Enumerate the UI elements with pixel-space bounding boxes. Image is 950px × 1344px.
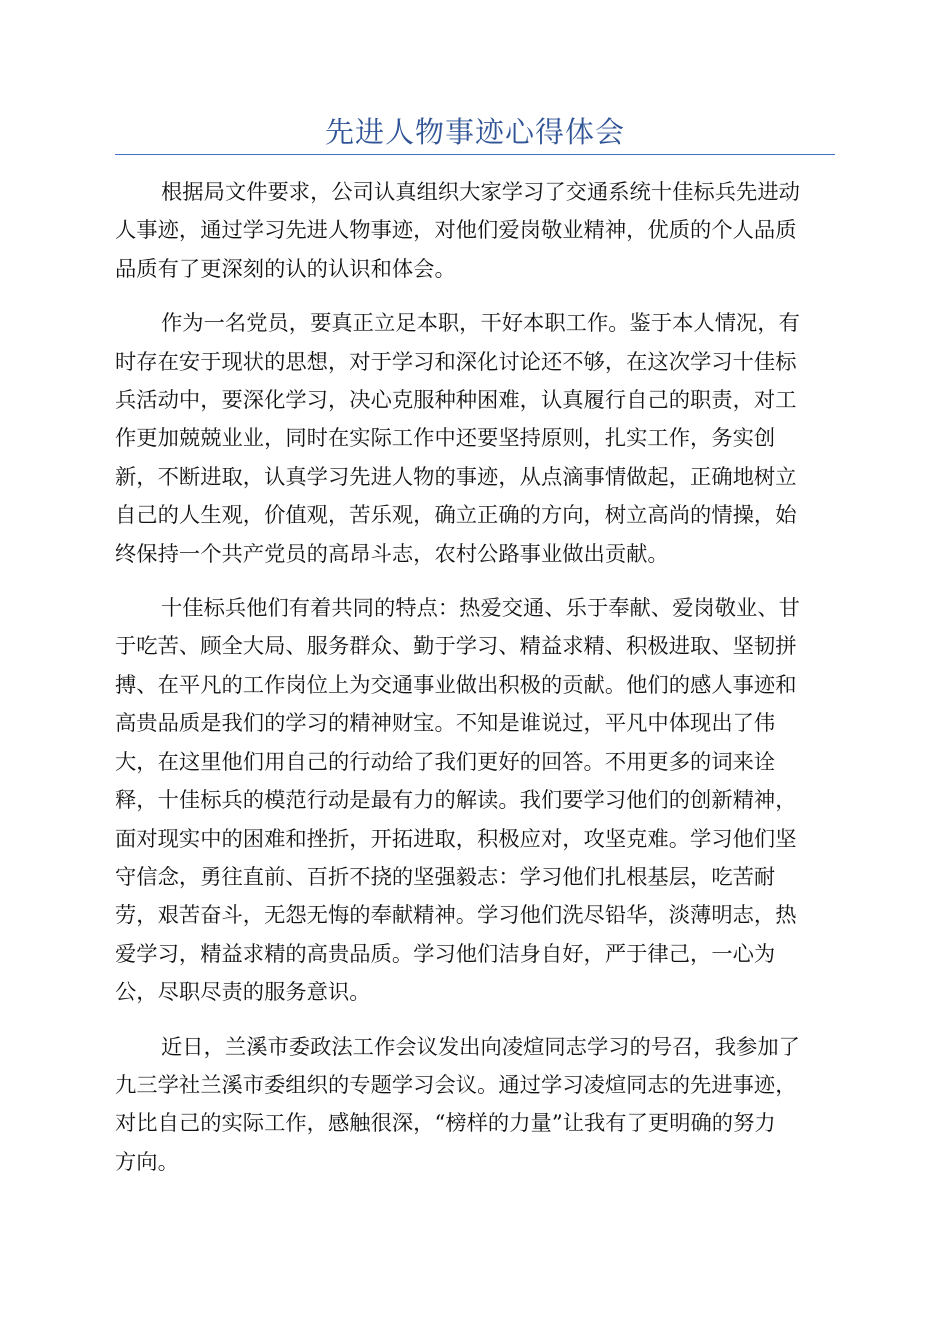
paragraph-line: 高贵品质是我们的学习的精神财宝。不知是谁说过，平凡中体现出了伟 bbox=[115, 711, 776, 737]
paragraph-line: 品质有了更深刻的认的认识和体会。 bbox=[115, 256, 456, 282]
paragraph-line: 兵活动中，要深化学习，决心克服种种困难，认真履行自己的职责，对工 bbox=[115, 388, 797, 414]
paragraph-line: 爱学习，精益求精的高贵品质。学习他们洁身自好，严于律己，一心为 bbox=[115, 941, 776, 967]
paragraph-line: 新，不断进取，认真学习先进人物的事迹，从点滴事情做起，正确地树立 bbox=[115, 464, 797, 490]
paragraph-line: 搏、在平凡的工作岗位上为交通事业做出积极的贡献。他们的感人事迹和 bbox=[115, 672, 797, 698]
paragraph-4 bbox=[115, 1029, 835, 1183]
paragraph-line: 面对现实中的困难和挫折，开拓进取，积极应对，攻坚克难。学习他们坚 bbox=[115, 826, 797, 852]
paragraph-line: 于吃苦、顾全大局、服务群众、勤于学习、精益求精、积极进取、坚韧拼 bbox=[115, 634, 797, 660]
title-underline bbox=[115, 154, 835, 155]
paragraph-line: 方向。 bbox=[115, 1149, 179, 1175]
paragraph-line: 近日，兰溪市委政法工作会议发出向凌煊同志学习的号召，我参加了 bbox=[161, 1034, 800, 1060]
paragraph-line: 对比自己的实际工作，感触很深，“榜样的力量”让我有了更明确的努力 bbox=[115, 1111, 776, 1137]
paragraph-line: 守信念，勇往直前、百折不挠的坚强毅志：学习他们扎根基层，吃苦耐 bbox=[115, 864, 776, 890]
paragraph-line: 作为一名党员，要真正立足本职，干好本职工作。鉴于本人情况，有 bbox=[161, 311, 800, 337]
paragraph-3 bbox=[115, 590, 835, 1012]
paragraph-1 bbox=[115, 174, 835, 289]
paragraph-line: 自己的人生观，价值观，苦乐观，确立正确的方向，树立高尚的情操，始 bbox=[115, 503, 797, 529]
paragraph-line: 释，十佳标兵的模范行动是最有力的解读。我们要学习他们的创新精神， bbox=[115, 788, 797, 814]
paragraph-line: 九三学社兰溪市委组织的专题学习会议。通过学习凌煊同志的先进事迹， bbox=[115, 1072, 797, 1098]
paragraph-line: 公，尽职尽责的服务意识。 bbox=[115, 980, 371, 1006]
paragraph-line: 作更加兢兢业业，同时在实际工作中还要坚持原则，扎实工作，务实创 bbox=[115, 426, 776, 452]
paragraph-2 bbox=[115, 305, 835, 574]
paragraph-line: 十佳标兵他们有着共同的特点：热爱交通、乐于奉献、爱岗敬业、甘 bbox=[161, 596, 800, 622]
paragraph-line: 终保持一个共产党员的高昂斗志，农村公路事业做出贡献。 bbox=[115, 541, 669, 567]
document-title: 先进人物事迹心得体会 bbox=[324, 115, 625, 149]
paragraph-line: 根据局文件要求，公司认真组织大家学习了交通系统十佳标兵先进动 bbox=[161, 180, 800, 205]
paragraph-line: 劳，艰苦奋斗，无怨无悔的奉献精神。学习他们洗尽铅华，淡薄明志，热 bbox=[115, 903, 797, 929]
paragraph-line: 人事迹，通过学习先进人物事迹，对他们爱岗敬业精神，优质的个人品质 bbox=[115, 218, 797, 244]
document-body bbox=[115, 174, 835, 1198]
paragraph-line: 时存在安于现状的思想，对于学习和深化讨论还不够，在这次学习十佳标 bbox=[115, 349, 797, 375]
paragraph-line: 大，在这里他们用自己的行动给了我们更好的回答。不用更多的词来诠 bbox=[115, 749, 776, 775]
